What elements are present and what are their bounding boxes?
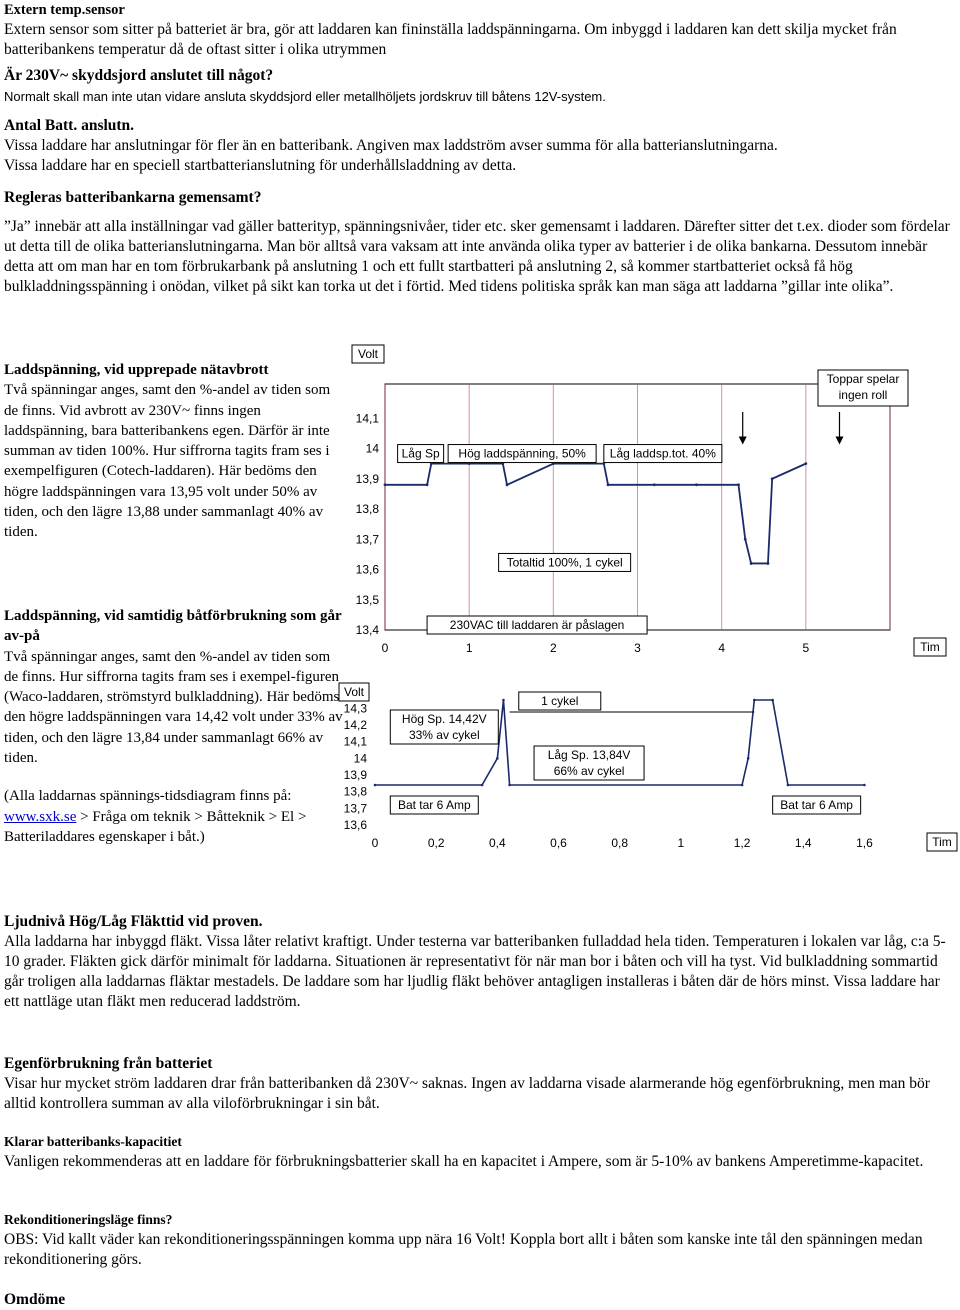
x-tick-label: 0,4: [489, 836, 506, 850]
data-point: [804, 462, 807, 465]
y-tick-label: 14: [353, 751, 367, 766]
y-tick-label: 13,4: [355, 623, 379, 637]
arrow-head: [836, 436, 844, 444]
section-title: Omdöme: [4, 1291, 66, 1308]
annotation-load: Bat tar 6 Amp: [397, 798, 471, 812]
x-tick-label: 1,4: [794, 836, 812, 850]
arrow-head: [739, 436, 747, 444]
annotation-low: 66% av cykel: [553, 764, 625, 778]
x-axis-label: Tim: [932, 835, 952, 849]
data-point: [426, 483, 429, 486]
section-rekonditionering: [4, 1210, 954, 1270]
data-point: [744, 538, 747, 541]
x-axis-label: Tim: [920, 640, 940, 654]
annotation-low: Låg Sp: [401, 446, 440, 461]
x-tick-label: 3: [634, 641, 641, 655]
side-text-batforbrukning: [4, 606, 344, 847]
x-tick-label: 0,8: [611, 836, 629, 850]
y-tick-label: 13,8: [343, 784, 367, 799]
section-line: Vissa laddare har en speciell startbatterianslutning för underhållsladdning av detta.: [4, 157, 517, 174]
data-point: [771, 477, 774, 480]
side-body: Två spänningar anges, samt den %-andel av tiden som de finns. Vid avbrott av 230V~ finns ingen laddspänning, bara batteribankens egen. Därför är inte summan av tiden 100%. Hur siffrorna tagits fram ses i exempelfiguren (Cotech-laddaren). Här bedöms den högre laddspänningen vara 13,95 volt under 50% av tiden, och den lägre 13,88 under sammanlagt 40% av tiden.: [4, 382, 331, 541]
data-point: [750, 562, 753, 565]
x-tick-label: 1: [465, 641, 473, 655]
x-tick-label: 5: [802, 641, 810, 655]
section-body: Vanligen rekommenderas att en laddare för förbrukningsbatterier skall ha en kapacitet i Ampere, som är 5-10% av bankens Amperetimme-kapacitet.: [4, 1153, 924, 1170]
data-point: [481, 784, 484, 787]
section-omdome: [4, 1290, 954, 1310]
y-tick-label: 13,6: [343, 818, 367, 832]
section-title: Extern temp.sensor: [4, 2, 125, 18]
annotation-high: Hög laddspänning, 50%: [458, 446, 586, 461]
x-tick-label: 1: [677, 836, 685, 850]
annotation-load: Bat tar 6 Amp: [780, 798, 853, 812]
data-point: [508, 784, 511, 787]
y-tick-label: 13,7: [343, 801, 367, 816]
y-tick-label: 14,3: [343, 701, 367, 716]
data-point: [767, 562, 770, 565]
section-body: Normalt skall man inte utan vidare ansluta skyddsjord eller metallhöljets jordskruv till båtens 12V-system.: [4, 89, 606, 104]
section-title: Är 230V~ skyddsjord anslutet till något?: [4, 67, 274, 84]
y-tick-label: 13,9: [343, 768, 367, 782]
data-point: [771, 699, 774, 702]
section-extern-sensor: [4, 0, 954, 60]
x-tick-label: 0,6: [550, 836, 567, 850]
data-point: [607, 483, 610, 486]
voltage-series-line: [385, 464, 806, 564]
data-point: [741, 784, 744, 787]
section-line: Vissa laddare har anslutningar för fler än en batteribank. Angiven max laddström avser summa för alla batterianslutningarna.: [4, 137, 778, 154]
x-tick-label: 1,2: [733, 836, 751, 850]
y-tick-label: 14,1: [355, 411, 379, 426]
voltage-chart-waco: [335, 680, 960, 860]
x-tick-label: 0: [381, 641, 389, 655]
data-point: [863, 784, 866, 787]
y-tick-label: 14: [365, 441, 379, 456]
section-antal-batt: [4, 116, 954, 176]
data-point: [384, 483, 387, 486]
data-point: [753, 699, 756, 702]
side-note: [4, 786, 344, 847]
annotation-total: Totaltid 100%, 1 cykel: [506, 555, 623, 570]
annotation-low: Låg Sp. 13,84V: [547, 748, 631, 762]
x-tick-label: 1,6: [856, 836, 873, 850]
section-title: Egenförbrukning från batteriet: [4, 1055, 213, 1072]
y-axis-label: Volt: [343, 685, 365, 699]
annotation-mains: 230VAC till laddaren är påslagen: [449, 618, 625, 632]
data-point: [496, 757, 499, 760]
section-flakt: [4, 912, 954, 1012]
side-note-prefix: (Alla laddarnas spännings-tidsdiagram finns på:: [4, 788, 292, 805]
section-title: Regleras batteribankarna gemensamt?: [4, 189, 262, 206]
annotation-lowtot: Låg laddsp.tot. 40%: [609, 446, 716, 461]
y-axis-label: Volt: [357, 347, 379, 361]
x-tick-label: 4: [718, 641, 726, 655]
side-title: Laddspänning, vid samtidig båtförbrukning som går av-på: [4, 608, 342, 645]
data-point: [374, 784, 377, 787]
y-tick-label: 13,9: [355, 471, 379, 486]
section-title: Rekonditioneringsläge finns?: [4, 1212, 173, 1227]
annotation-high: 33% av cykel: [408, 728, 480, 742]
section-body: Extern sensor som sitter på batteriet är bra, gör att laddaren kan fininställa laddspänningarna. Om inbyggd i laddaren kan dett skilja mycket från batteribankens temperatur då de oftast sitter i olika utrymmen: [4, 21, 897, 58]
section-title: Antal Batt. anslutn.: [4, 117, 135, 134]
y-tick-label: 14,1: [343, 734, 367, 749]
data-point: [787, 784, 790, 787]
side-text-natavbrott: [4, 360, 344, 543]
data-point: [695, 483, 698, 486]
sxk-link[interactable]: www.sxk.se: [4, 808, 77, 825]
side-body: Två spänningar anges, samt den %-andel av tiden som de finns. Hur siffrorna tagits fram ses i exempel-figuren (Waco-laddaren, strömstyrd bulkladdning). Här bedöms den högre laddspänningen vara 14,42 volt under 33% av tiden, och den lägre 13,84 under sammanlagt 66% av tiden.: [4, 648, 343, 767]
x-tick-label: 0,2: [427, 836, 445, 850]
data-point: [653, 483, 656, 486]
section-kapacitet: [4, 1132, 954, 1172]
section-egenforbrukning: [4, 1054, 954, 1114]
annotation-peaks: ingen roll: [838, 388, 888, 402]
section-title: Klarar batteribanks-kapacitiet: [4, 1134, 182, 1149]
data-point: [737, 483, 740, 486]
x-tick-label: 2: [549, 641, 557, 655]
section-skyddsjord: [4, 66, 954, 108]
data-point: [747, 757, 750, 760]
data-point: [506, 483, 509, 486]
annotation-cycle: 1 cykel: [541, 694, 579, 708]
annotation-peaks: Toppar spelar: [826, 372, 900, 386]
y-tick-label: 13,6: [355, 562, 379, 577]
section-title: Ljudnivå Hög/Låg Fläkttid vid proven.: [4, 913, 263, 930]
y-tick-label: 13,5: [355, 592, 379, 607]
voltage-chart-cotech: [340, 340, 955, 670]
section-body: ”Ja” innebär att alla inställningar vad gäller batterityp, spänningsnivåer, tider etc. sker gemensamt i laddaren. Därefter sitter det t.ex. dioder som fördelar ut detta till de olika batterianslutningarna. Man bör alltså vara vaksam att inte använda olika typer av batterier i de olika bankarna. Dessutom innebär detta att om man har en tom förbrukarbank på anslutning 1 och ett fullt startbatteri på anslutning 2, så kommer startbatteriet också få hög bulkladdningsspänning i onödan, vilket på sikt kan torka ut det i förtid. Med tidens politiska språk kan man säga att laddarna ”gillar inte olika”.: [4, 218, 950, 295]
annotation-high: Hög Sp. 14,42V: [401, 712, 487, 726]
section-body: Visar hur mycket ström laddaren drar från batteribanken då 230V~ saknas. Ingen av laddarna visade alarmerande hög egenförbrukning, men man bör alltid kontrollera summan av alla viloförbrukningar i sin båt.: [4, 1075, 930, 1112]
y-tick-label: 13,7: [355, 532, 379, 547]
data-point: [502, 699, 505, 702]
section-gemensamt: [4, 188, 954, 297]
section-body: Alla laddarna har inbyggd fläkt. Vissa låter relativt kraftigt. Under testerna var batteribanken fulladdad hela tiden. Temperaturen i lokalen var låg, c:a 5-10 grader. Fläkten gick därför minimalt för laddarna. Situationen är representativt för när man bor i båten och vill ha tyst. Vid bulkladdning sommartid går troligen alla laddarnas fläktar mestadels. De laddare som har ljudlig fläkt behöver antagligen installeras i båten där de hörs minst. Vissa laddare har ett nattläge utan fläkt men reducerad laddström.: [4, 933, 946, 1010]
y-tick-label: 13,8: [355, 502, 379, 516]
x-tick-label: 0: [371, 836, 379, 850]
section-body: OBS: Vid kallt väder kan rekonditioneringsspänningen komma upp nära 16 Volt! Koppla bort allt i båten som kanske inte tål den spänningen medan rekonditionering görs.: [4, 1231, 923, 1268]
side-title: Laddspänning, vid upprepade nätavbrott: [4, 362, 269, 378]
side-note-suffix: > Fråga om teknik > Båtteknik > El > Batteriladdares egenskaper i båt.): [4, 808, 307, 845]
y-tick-label: 14,2: [343, 718, 367, 732]
